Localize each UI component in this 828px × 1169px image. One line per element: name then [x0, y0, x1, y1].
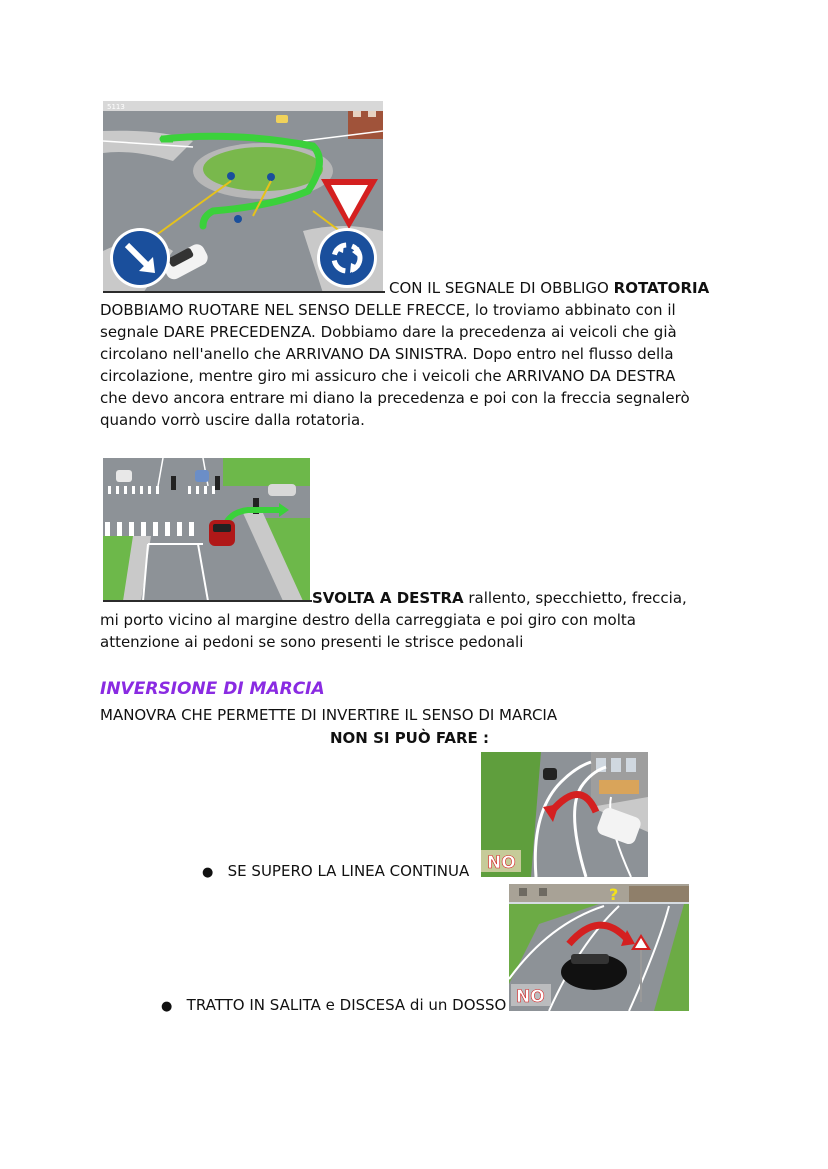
right-turn-line1-text: rallento, specchietto, freccia, — [463, 589, 687, 607]
list-item-text: SE SUPERO LA LINEA CONTINUA — [227, 862, 470, 880]
roundabout-image — [103, 101, 383, 293]
bullet-icon: ● — [161, 999, 173, 1014]
image-baseline — [103, 600, 312, 602]
intersection-image — [103, 458, 310, 601]
right-turn-keyword: SVOLTA A DESTRA — [312, 589, 464, 607]
cannot-do-label — [330, 727, 489, 749]
roundabout-paragraph — [100, 299, 690, 431]
continuous-line-image — [481, 752, 648, 877]
intersection-scene-icon — [103, 458, 310, 601]
paragraph-line: DOBBIAMO RUOTARE NEL SENSO DELLE FRECCE, lo troviamo abbinato con il — [100, 301, 676, 319]
roundabout-line1-text: CON IL SEGNALE DI OBBLIGO — [389, 279, 614, 297]
list-item-text: TRATTO IN SALITA e DISCESA di un DOSSO — [186, 996, 507, 1014]
paragraph-line: che devo ancora entrare mi diano la precedenza e poi con la freccia segnalerò — [100, 389, 690, 407]
paragraph-line: attenzione ai pedoni se sono presenti le strisce pedonali — [100, 633, 524, 651]
hill-crest-scene-icon — [509, 884, 689, 1011]
no-badge: NO — [487, 853, 516, 873]
paragraph-line: segnale DARE PRECEDENZA. Dobbiamo dare la precedenza ai veicoli che già — [100, 323, 677, 341]
continuous-line-scene-icon — [481, 752, 648, 877]
paragraph-line: circolano nell'anello che ARRIVANO DA SINISTRA. Dopo entro nel flusso della — [100, 345, 674, 363]
right-turn-line1 — [312, 587, 687, 609]
list-item — [161, 994, 506, 1018]
paragraph-line: quando vorrò uscire dalla rotatoria. — [100, 411, 365, 429]
section-subtitle: MANOVRA CHE PERMETTE DI INVERTIRE IL SENSO DI MARCIA — [100, 706, 558, 724]
bullet-icon: ● — [202, 865, 214, 880]
question-mark: ? — [609, 885, 619, 904]
cannot-do-text: NON SI PUÒ FARE : — [330, 729, 489, 747]
paragraph-line: circolazione, mentre giro mi assicuro che i veicoli che ARRIVANO DA DESTRA — [100, 367, 676, 385]
hill-crest-image — [509, 884, 689, 1011]
no-badge: NO — [516, 987, 545, 1007]
corner-label: 5113 — [107, 103, 125, 111]
section-heading: INVERSIONE DI MARCIA — [100, 679, 325, 699]
roundabout-scene-icon — [103, 101, 383, 293]
paragraph-line: mi porto vicino al margine destro della carreggiata e poi giro con molta — [100, 611, 636, 629]
image-baseline — [103, 291, 385, 293]
roundabout-line1 — [389, 277, 709, 299]
roundabout-keyword: ROTATORIA — [613, 279, 710, 297]
right-turn-paragraph — [100, 609, 636, 653]
list-item — [202, 860, 469, 884]
